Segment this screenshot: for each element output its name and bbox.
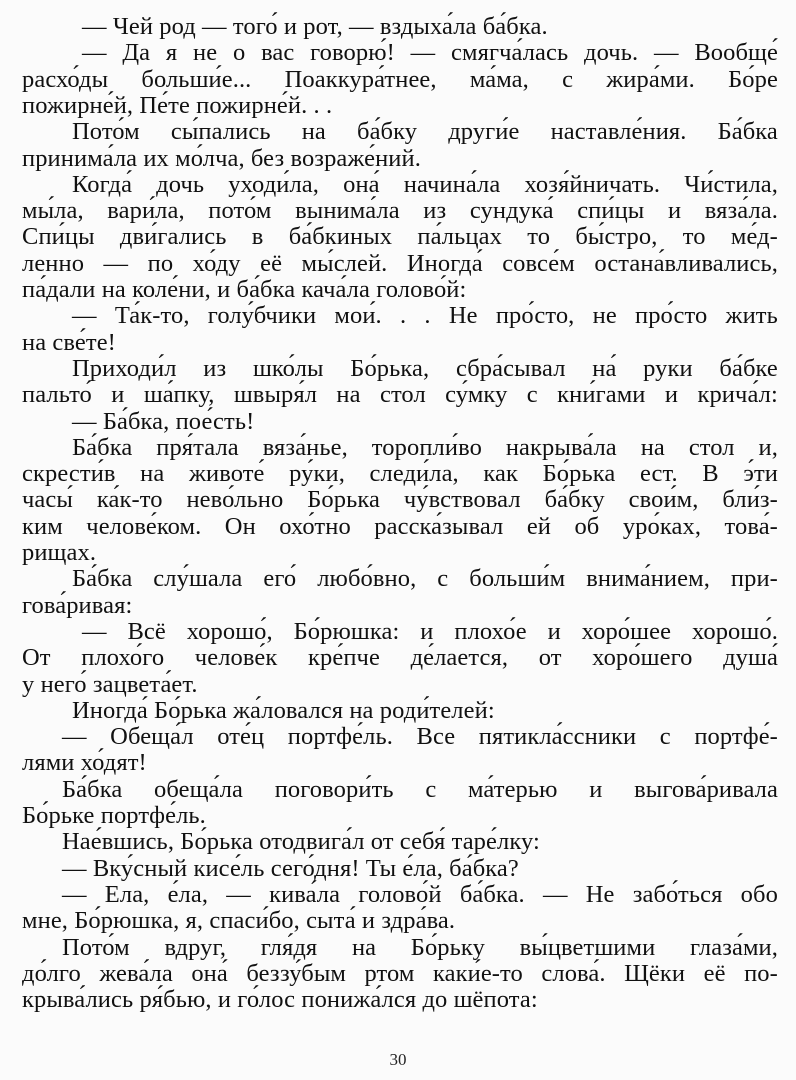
text-line: ленно — по хо́ду её мы́слей. Иногда́ совсе́м остана́вливались, [22,249,778,277]
text-line: Нае́вшись, Бо́рька отодвига́л от себя́ таре́лку: [62,828,540,856]
text-line: Когда́ дочь уходи́ла, она́ начина́ла хозя́йничать. Чи́стила, [72,170,778,198]
text-line: пальто́ и ша́пку, швыря́л на стол су́мку с кни́гами и крича́л: [22,381,778,409]
text-line: Пото́м вдруг, гля́дя на Бо́рьку вы́цветшими глаза́ми, [62,933,778,961]
text-line: — Да я не о вас говорю́! — смягча́лась дочь. — Вообще́ [82,39,778,67]
text-line: — Вку́сный кисе́ль сего́дня! Ты е́ла, ба́бка? [62,854,519,882]
text-line: скрести́в на животе́ ру́ки, следи́ла, как Бо́рька ест. В э́ти [22,460,778,488]
text-line: часы́ ка́к-то нево́льно Бо́рька чу́вствовал ба́бку свои́м, бли́з- [22,486,778,514]
text-line: принима́ла их мо́лча, без возраже́ний. [22,144,421,172]
text-line: до́лго жева́ла она́ беззу́бым ртом каки́е-то слова́. Щёки её по- [22,959,778,987]
text-line: Бо́рьке портфе́ль. [22,802,206,829]
text-line: па́дали на коле́ни, и ба́бка кача́ла голово́й: [22,276,467,303]
text-line: Спи́цы дви́гались в ба́бкиных па́льцах то бы́стро, то ме́д- [22,223,778,251]
text-line: рищах. [22,539,97,566]
text-line: на све́те! [22,328,116,356]
text-line: — Та́к-то, голу́бчики мои́. . . Не про́сто, не про́сто жить [72,302,778,330]
text-line: — Ба́бка, пое́сть! [72,407,255,435]
text-line: расхо́ды больши́е... Поаккура́тнее, ма́ма, с жира́ми. Бо́ре [22,65,778,93]
text-line: — Всё хорошо́, Бо́рюшка: и плохо́е и хоро́шее хорошо́. [82,617,778,645]
text-line: Иногда́ Бо́рька жа́ловался на роди́телей: [72,696,495,724]
text-line: гова́ривая: [22,591,133,619]
page-number: 30 [389,1050,407,1069]
text-line: — Чей род — того́ и рот, — вздыха́ла ба́бка. [82,13,548,40]
text-line: мне, Бо́рюшка, я, спаси́бо, сыта́ и здра́ва. [22,907,456,935]
text-line: пожирне́й, Пе́те пожирне́й. . . [22,91,333,119]
text-line: крыва́лись ря́бью, и го́лос понижа́лся до шёпота: [22,986,538,1014]
text-line: Приходи́л из шко́лы Бо́рька, сбра́сывал на́ руки ба́бке [72,354,778,382]
text-line: — Обеща́л оте́ц портфе́ль. Все пятикла́ссники с портфе́- [62,723,778,751]
text-line: Ба́бка слу́шала его́ любо́вно, с больши́м внима́нием, при- [72,565,778,593]
text-line: — Ела, е́ла, — кива́ла голово́й ба́бка. — Не забо́ться обо [62,880,778,908]
text-line: Ба́бка пря́тала вяза́нье, торопли́во накрыва́ла на стол и, [72,433,778,461]
text-line: у него́ зацвета́ет. [22,670,198,698]
text-line: Пото́м сы́пались на ба́бку други́е наставле́ния. Ба́бка [72,118,778,146]
text-line: От плохо́го челове́к кре́пче де́лается, от хоро́шего душа́ [22,644,778,672]
text-line: мы́ла, вари́ла, пото́м вынима́ла из сундука́ спи́цы и вяза́ла. [22,197,778,225]
text-line: ким челове́ком. Он охо́тно расска́зывал ей об уро́ках, това́- [22,512,778,540]
text-line: Ба́бка обеща́ла поговори́ть с ма́терью и выгова́ривала [62,775,778,803]
text-line: лями хо́дят! [22,749,147,777]
